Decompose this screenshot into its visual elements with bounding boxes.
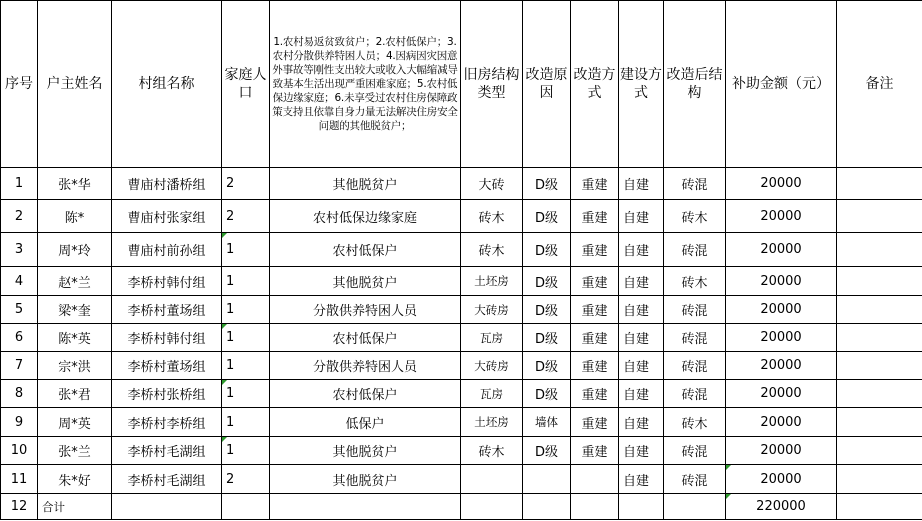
table-row: [1, 267, 922, 296]
subsidy-cell: 20000: [726, 168, 837, 200]
subsidy-cell: 20000: [726, 465, 837, 494]
remark-cell: [837, 465, 922, 494]
header-build: 建设方式: [619, 1, 664, 168]
table-row: [1, 380, 922, 408]
old-structure-cell: 土坯房: [461, 267, 523, 296]
header-new-structure: 改造后结构: [664, 1, 726, 168]
category-cell: 农村低保户: [270, 233, 461, 267]
table-row: [1, 437, 922, 465]
header-village: 村组名称: [112, 1, 222, 168]
family-cell: 1: [222, 437, 270, 465]
seq-cell: 10: [1, 437, 38, 465]
remark-cell: [837, 168, 922, 200]
empty-cell: [837, 494, 922, 520]
empty-cell: [461, 494, 523, 520]
family-cell: 1: [222, 408, 270, 437]
header-row: [1, 1, 922, 168]
category-cell: 其他脱贫户: [270, 168, 461, 200]
category-cell: 农村低保户: [270, 324, 461, 352]
subsidy-cell: 20000: [726, 267, 837, 296]
new-structure-cell: 砖混: [664, 352, 726, 380]
owner-cell: 梁*奎: [38, 296, 112, 324]
seq-cell: 3: [1, 233, 38, 267]
build-cell: 自建: [619, 200, 664, 233]
build-cell: 自建: [619, 296, 664, 324]
old-structure-cell: 大砖房: [461, 296, 523, 324]
total-row: [1, 494, 922, 520]
reason-cell: D级: [523, 380, 571, 408]
old-structure-cell: 砖木: [461, 200, 523, 233]
method-cell: 重建: [571, 324, 619, 352]
reason-cell: D级: [523, 267, 571, 296]
seq-cell: 2: [1, 200, 38, 233]
category-cell: 其他脱贫户: [270, 437, 461, 465]
header-old-structure: 旧房结构类型: [461, 1, 523, 168]
village-cell: 李桥村毛湖组: [112, 465, 222, 494]
reason-cell: 墙体: [523, 408, 571, 437]
old-structure-cell: [461, 465, 523, 494]
method-cell: 重建: [571, 267, 619, 296]
empty-cell: [270, 494, 461, 520]
owner-cell: 宗*洪: [38, 352, 112, 380]
category-cell: 分散供养特困人员: [270, 352, 461, 380]
build-cell: 自建: [619, 233, 664, 267]
seq-cell: 5: [1, 296, 38, 324]
seq-cell: 8: [1, 380, 38, 408]
owner-cell: 赵*兰: [38, 267, 112, 296]
build-cell: 自建: [619, 168, 664, 200]
category-cell: 农村低保边缘家庭: [270, 200, 461, 233]
subsidy-cell: 20000: [726, 437, 837, 465]
reason-cell: D级: [523, 352, 571, 380]
build-cell: 自建: [619, 408, 664, 437]
reason-cell: [523, 465, 571, 494]
reason-cell: D级: [523, 324, 571, 352]
owner-cell: 张*君: [38, 380, 112, 408]
table-row: [1, 352, 922, 380]
remark-cell: [837, 324, 922, 352]
remark-cell: [837, 380, 922, 408]
build-cell: 自建: [619, 465, 664, 494]
total-seq-cell: 12: [1, 494, 38, 520]
new-structure-cell: 砖混: [664, 168, 726, 200]
owner-cell: 朱*好: [38, 465, 112, 494]
old-structure-cell: 土坯房: [461, 408, 523, 437]
seq-cell: 11: [1, 465, 38, 494]
old-structure-cell: 大砖房: [461, 352, 523, 380]
village-cell: 李桥村李桥组: [112, 408, 222, 437]
build-cell: 自建: [619, 352, 664, 380]
family-cell: 1: [222, 233, 270, 267]
village-cell: 曹庙村前孙组: [112, 233, 222, 267]
subsidy-cell: 20000: [726, 408, 837, 437]
family-cell: 1: [222, 324, 270, 352]
family-cell: 2: [222, 168, 270, 200]
remark-cell: [837, 352, 922, 380]
new-structure-cell: 砖混: [664, 296, 726, 324]
village-cell: 曹庙村张家组: [112, 200, 222, 233]
old-structure-cell: 砖木: [461, 437, 523, 465]
new-structure-cell: 砖混: [664, 380, 726, 408]
method-cell: 重建: [571, 380, 619, 408]
owner-cell: 周*英: [38, 408, 112, 437]
seq-cell: 9: [1, 408, 38, 437]
village-cell: 李桥村毛湖组: [112, 437, 222, 465]
remark-cell: [837, 267, 922, 296]
header-subsidy: 补助金额（元）: [726, 1, 837, 168]
seq-cell: 1: [1, 168, 38, 200]
build-cell: 自建: [619, 324, 664, 352]
header-family: 家庭人口: [222, 1, 270, 168]
subsidy-cell: 20000: [726, 324, 837, 352]
subsidy-cell: 20000: [726, 380, 837, 408]
family-cell: 1: [222, 296, 270, 324]
owner-cell: 张*兰: [38, 437, 112, 465]
header-category-note: 1.农村易返贫致贫户；2.农村低保户；3.农村分散供养特困人员；4.因病因灾因意外事故等刚性支出较大或收入大幅缩减导致基本生活出现严重困难家庭；5.农村低保边缘家庭；6.未享受过农村住房保障政策支持且依靠自身力量无法解决住房安全问题的其他脱贫户；: [270, 1, 461, 168]
category-cell: 分散供养特困人员: [270, 296, 461, 324]
owner-cell: 陈*英: [38, 324, 112, 352]
table-row: [1, 465, 922, 494]
new-structure-cell: 砖木: [664, 408, 726, 437]
village-cell: 李桥村董场组: [112, 352, 222, 380]
table-row: [1, 296, 922, 324]
new-structure-cell: 砖木: [664, 200, 726, 233]
seq-cell: 7: [1, 352, 38, 380]
total-label-cell: 合计: [38, 494, 112, 520]
family-cell: 2: [222, 200, 270, 233]
category-cell: 低保户: [270, 408, 461, 437]
new-structure-cell: 砖混: [664, 437, 726, 465]
empty-cell: [664, 494, 726, 520]
new-structure-cell: 砖木: [664, 267, 726, 296]
owner-cell: 周*玲: [38, 233, 112, 267]
village-cell: 李桥村董场组: [112, 296, 222, 324]
header-remark: 备注: [837, 1, 922, 168]
method-cell: 重建: [571, 437, 619, 465]
old-structure-cell: 瓦房: [461, 324, 523, 352]
old-structure-cell: 砖木: [461, 233, 523, 267]
remark-cell: [837, 233, 922, 267]
method-cell: 重建: [571, 233, 619, 267]
seq-cell: 6: [1, 324, 38, 352]
owner-cell: 张*华: [38, 168, 112, 200]
reason-cell: D级: [523, 437, 571, 465]
method-cell: [571, 465, 619, 494]
village-cell: 李桥村韩付组: [112, 324, 222, 352]
header-owner: 户主姓名: [38, 1, 112, 168]
method-cell: 重建: [571, 352, 619, 380]
remark-cell: [837, 437, 922, 465]
new-structure-cell: 砖混: [664, 465, 726, 494]
table-row: [1, 200, 922, 233]
subsidy-cell: 20000: [726, 200, 837, 233]
remark-cell: [837, 408, 922, 437]
header-reason: 改造原因: [523, 1, 571, 168]
seq-cell: 4: [1, 267, 38, 296]
empty-cell: [222, 494, 270, 520]
header-method: 改造方式: [571, 1, 619, 168]
remark-cell: [837, 296, 922, 324]
village-cell: 曹庙村潘桥组: [112, 168, 222, 200]
method-cell: 重建: [571, 168, 619, 200]
total-amount-cell: 220000: [726, 494, 837, 520]
empty-cell: [112, 494, 222, 520]
method-cell: 重建: [571, 296, 619, 324]
reason-cell: D级: [523, 200, 571, 233]
subsidy-cell: 20000: [726, 352, 837, 380]
empty-cell: [571, 494, 619, 520]
remark-cell: [837, 200, 922, 233]
build-cell: 自建: [619, 267, 664, 296]
old-structure-cell: 大砖: [461, 168, 523, 200]
reason-cell: D级: [523, 233, 571, 267]
header-seq: 序号: [1, 1, 38, 168]
family-cell: 1: [222, 267, 270, 296]
table-row: [1, 324, 922, 352]
category-cell: 其他脱贫户: [270, 465, 461, 494]
old-structure-cell: 瓦房: [461, 380, 523, 408]
build-cell: 自建: [619, 380, 664, 408]
subsidy-cell: 20000: [726, 233, 837, 267]
village-cell: 李桥村韩付组: [112, 267, 222, 296]
family-cell: 2: [222, 465, 270, 494]
subsidy-cell: 20000: [726, 296, 837, 324]
family-cell: 1: [222, 380, 270, 408]
table-row: [1, 233, 922, 267]
family-cell: 1: [222, 352, 270, 380]
empty-cell: [619, 494, 664, 520]
owner-cell: 陈*: [38, 200, 112, 233]
method-cell: 重建: [571, 200, 619, 233]
table-row: [1, 168, 922, 200]
village-cell: 李桥村张桥组: [112, 380, 222, 408]
new-structure-cell: 砖混: [664, 324, 726, 352]
reason-cell: D级: [523, 296, 571, 324]
build-cell: 自建: [619, 437, 664, 465]
table-row: [1, 408, 922, 437]
reason-cell: D级: [523, 168, 571, 200]
empty-cell: [523, 494, 571, 520]
category-cell: 农村低保户: [270, 380, 461, 408]
method-cell: 重建: [571, 408, 619, 437]
new-structure-cell: 砖混: [664, 233, 726, 267]
category-cell: 其他脱贫户: [270, 267, 461, 296]
